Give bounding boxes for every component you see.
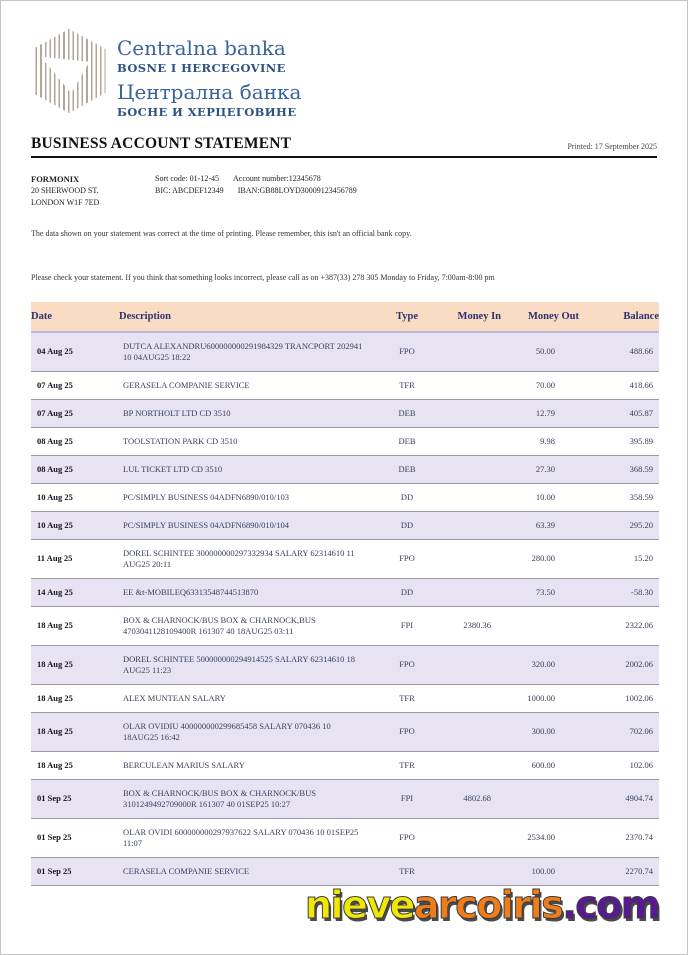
cell-date: 07 Aug 25 bbox=[37, 407, 73, 418]
cell-type: DD bbox=[400, 519, 414, 530]
table-row bbox=[31, 645, 659, 684]
cell-type: TFR bbox=[399, 692, 415, 703]
table-row bbox=[31, 857, 659, 885]
cell-date: 18 Aug 25 bbox=[37, 759, 73, 770]
cell-money-in bbox=[433, 399, 501, 427]
cell-description: DUTCA ALEXANDRU600000000291984329 TRANCPORT 202941 10 04AUG25 18:22 bbox=[123, 340, 363, 362]
cell-description: OLAR OVIDI 600000000297937622 SALARY 070436 10 01SEP25 11:07 bbox=[123, 826, 359, 848]
cell-type: FPI bbox=[400, 620, 414, 630]
cell-money-out: 100.00 bbox=[531, 865, 555, 876]
cell-money-in bbox=[433, 539, 501, 578]
cell-type: DD bbox=[400, 586, 414, 597]
title-bar bbox=[31, 135, 657, 158]
cell-description: BOX & CHARNOCK/BUS BOX & CHARNOCK/BUS 3101249492709000R 161307 40 01SEP25 10:27 bbox=[123, 787, 316, 809]
cell-money-in bbox=[433, 483, 501, 511]
site-watermark bbox=[305, 883, 659, 927]
col-header-date: Date bbox=[31, 302, 119, 332]
col-header-balance: Balance bbox=[579, 302, 659, 332]
cell-money-out: 9.98 bbox=[540, 435, 555, 446]
cell-type: DEB bbox=[398, 407, 416, 418]
cell-money-in bbox=[433, 818, 501, 857]
cell-balance: 2322.06 bbox=[625, 620, 653, 630]
account-holder-name: FORMONIX bbox=[31, 174, 80, 184]
cell-money-out: 27.30 bbox=[535, 463, 555, 474]
cell-balance: -58.30 bbox=[631, 586, 653, 597]
cell-money-in bbox=[433, 427, 501, 455]
cell-balance: 2270.74 bbox=[625, 865, 653, 876]
cell-description: BP NORTHOLT LTD CD 3510 bbox=[123, 407, 231, 418]
cell-date: 10 Aug 25 bbox=[37, 519, 73, 530]
cell-balance: 4904.74 bbox=[625, 793, 653, 803]
cell-money-out bbox=[501, 779, 579, 818]
cell-balance: 358.59 bbox=[629, 491, 653, 502]
cell-money-out: 320.00 bbox=[531, 659, 555, 669]
cell-date: 01 Sep 25 bbox=[37, 832, 72, 842]
table-row bbox=[31, 399, 659, 427]
cell-type: FPO bbox=[399, 346, 415, 356]
iban: IBAN:GB88LOYD30009123456789 bbox=[237, 185, 357, 195]
printing-notice: The data shown on your statement was correct at the time of printing. Please remember, this isn't an official bank copy. bbox=[31, 228, 412, 238]
table-row bbox=[31, 751, 659, 779]
cell-money-in bbox=[433, 712, 501, 751]
cell-money-in: 4802.68 bbox=[463, 793, 491, 803]
cell-money-out: 600.00 bbox=[531, 759, 555, 770]
cell-money-in bbox=[433, 751, 501, 779]
cell-balance: 2002.06 bbox=[625, 659, 653, 669]
cell-description: DOREL SCHINTEE 500000000294914525 SALARY 62314610 18 AUG25 11:23 bbox=[123, 653, 355, 675]
cell-date: 07 Aug 25 bbox=[37, 379, 73, 390]
cell-type: TFR bbox=[399, 379, 415, 390]
account-info bbox=[31, 173, 657, 209]
cell-money-in: 2380.36 bbox=[463, 620, 491, 630]
cell-description: CERASELA COMPANIE SERVICE bbox=[123, 865, 250, 876]
account-holder-block bbox=[31, 173, 155, 209]
address-line-1: 20 SHERWOOD ST. bbox=[31, 186, 99, 196]
cell-money-out: 63.39 bbox=[535, 519, 555, 530]
cell-type: FPO bbox=[399, 832, 415, 842]
cell-money-out bbox=[501, 606, 579, 645]
cell-money-in bbox=[433, 857, 501, 885]
cell-money-out: 1000.00 bbox=[527, 692, 555, 703]
cell-date: 01 Sep 25 bbox=[37, 793, 72, 803]
cell-balance: 488.66 bbox=[629, 346, 653, 356]
bank-name-cyrillic: Централна банка bbox=[117, 80, 302, 104]
cell-balance: 368.59 bbox=[629, 463, 653, 474]
printed-date: Printed: 17 September 2025 bbox=[567, 142, 657, 151]
table-row bbox=[31, 427, 659, 455]
col-header-type: Type bbox=[381, 302, 433, 332]
table-row bbox=[31, 818, 659, 857]
sort-code: Sort code: 01-12-45 bbox=[155, 174, 219, 183]
table-row bbox=[31, 712, 659, 751]
bank-subtitle-latin: BOSNE I HERCEGOVINE bbox=[117, 61, 286, 75]
cell-balance: 418.66 bbox=[629, 379, 653, 390]
cell-type: FPI bbox=[400, 793, 414, 803]
col-header-money-in: Money In bbox=[433, 302, 501, 332]
cell-date: 10 Aug 25 bbox=[37, 491, 73, 502]
table-row bbox=[31, 511, 659, 539]
table-header-row bbox=[31, 302, 659, 332]
cell-date: 18 Aug 25 bbox=[37, 620, 73, 630]
cell-balance: 702.06 bbox=[629, 726, 653, 736]
contact-notice: Please check your statement. If you think that something looks incorrect, please call as on +387(33) 278 305 Monday to Friday, 7:00am-8:00 pm bbox=[31, 272, 495, 282]
cell-money-out: 70.00 bbox=[535, 379, 555, 390]
cell-date: 18 Aug 25 bbox=[37, 659, 73, 669]
table-row bbox=[31, 483, 659, 511]
cell-balance: 405.87 bbox=[629, 407, 653, 418]
cell-money-in bbox=[433, 332, 501, 372]
cell-balance: 102.06 bbox=[629, 759, 653, 770]
cell-balance: 2370.74 bbox=[625, 832, 653, 842]
cell-type: FPO bbox=[399, 726, 415, 736]
col-header-description: Description bbox=[119, 302, 381, 332]
cell-description: BERCULEAN MARIUS SALARY bbox=[123, 759, 245, 770]
address-line-2: LONDON W1F 7ED bbox=[31, 197, 100, 207]
account-number: Account number:12345678 bbox=[233, 174, 321, 183]
cell-description: PC/SIMPLY BUSINESS 04ADFN6890/010/103 bbox=[123, 491, 290, 502]
table-row bbox=[31, 455, 659, 483]
cell-description: ALEX MUNTEAN SALARY bbox=[123, 692, 226, 703]
cell-description: GERASELA COMPANIE SERVICE bbox=[123, 379, 250, 390]
cell-type: TFR bbox=[399, 759, 415, 770]
table-row bbox=[31, 578, 659, 606]
cell-balance: 295.20 bbox=[629, 519, 653, 530]
cell-date: 08 Aug 25 bbox=[37, 435, 73, 446]
bic-iban-row bbox=[155, 185, 371, 197]
cell-money-in bbox=[433, 645, 501, 684]
cell-date: 14 Aug 25 bbox=[37, 586, 73, 597]
cell-date: 11 Aug 25 bbox=[37, 553, 73, 563]
col-header-money-out: Money Out bbox=[501, 302, 579, 332]
cell-date: 18 Aug 25 bbox=[37, 692, 73, 703]
cell-date: 04 Aug 25 bbox=[37, 346, 73, 356]
cell-money-out: 280.00 bbox=[531, 553, 555, 563]
cell-type: FPO bbox=[399, 553, 415, 563]
account-codes-block bbox=[155, 173, 371, 209]
page-title: BUSINESS ACCOUNT STATEMENT bbox=[31, 135, 292, 152]
cell-type: DD bbox=[400, 491, 414, 502]
cell-description: OLAR OVIDIU 400000000299685458 SALARY 070436 10 18AUG25 16:42 bbox=[123, 720, 331, 742]
transactions-table bbox=[31, 302, 659, 886]
cell-money-out: 50.00 bbox=[535, 346, 555, 356]
cell-description: TOOLSTATION PARK CD 3510 bbox=[123, 435, 238, 446]
cell-money-out: 12.79 bbox=[535, 407, 555, 418]
cell-money-in bbox=[433, 684, 501, 712]
cell-money-in bbox=[433, 578, 501, 606]
cell-description: DOREL SCHINTEE 300000000297332934 SALARY 62314610 11 AUG25 20:11 bbox=[123, 547, 355, 569]
cell-money-out: 2534.00 bbox=[527, 832, 555, 842]
cell-money-in bbox=[433, 371, 501, 399]
cell-date: 08 Aug 25 bbox=[37, 463, 73, 474]
table-row bbox=[31, 371, 659, 399]
cell-description: EE &t-MOBILEQ63313548744513870 bbox=[123, 586, 259, 597]
watermark-part-2: arcoiris bbox=[413, 883, 563, 927]
table-row bbox=[31, 779, 659, 818]
table-row bbox=[31, 332, 659, 372]
table-row bbox=[31, 606, 659, 645]
cell-money-out: 300.00 bbox=[531, 726, 555, 736]
bank-name-latin: Centralna banka bbox=[117, 36, 286, 60]
cell-type: DEB bbox=[398, 435, 416, 446]
cell-date: 01 Sep 25 bbox=[37, 865, 72, 876]
bank-subtitle-cyrillic: БОСНЕ И ХЕРЦЕГОВИНЕ bbox=[117, 105, 297, 119]
table-row bbox=[31, 684, 659, 712]
cell-money-in bbox=[433, 511, 501, 539]
cell-type: DEB bbox=[398, 463, 416, 474]
bank-header bbox=[31, 29, 657, 119]
transactions-body bbox=[31, 332, 659, 886]
watermark-part-3: .com bbox=[562, 883, 659, 927]
cell-money-out: 10.00 bbox=[535, 491, 555, 502]
bic: BIC: ABCDEF12349 bbox=[155, 185, 224, 195]
cell-balance: 1002.06 bbox=[625, 692, 653, 703]
cell-balance: 15.20 bbox=[633, 553, 653, 563]
cell-type: FPO bbox=[399, 659, 415, 669]
bank-names bbox=[117, 29, 301, 119]
cell-money-in bbox=[433, 455, 501, 483]
cell-type: TFR bbox=[399, 865, 415, 876]
cell-description: BOX & CHARNOCK/BUS BOX & CHARNOCK,BUS 4703041128109400R 161307 40 18AUG25 03:11 bbox=[123, 614, 316, 636]
cell-description: PC/SIMPLY BUSINESS 04ADFN6890/010/104 bbox=[123, 519, 290, 530]
table-row bbox=[31, 539, 659, 578]
cell-balance: 395.89 bbox=[629, 435, 653, 446]
sort-code-row bbox=[155, 173, 371, 185]
cell-date: 18 Aug 25 bbox=[37, 726, 73, 736]
cell-description: LUL TICKET LTD CD 3510 bbox=[123, 463, 223, 474]
watermark-part-1: nieve bbox=[304, 883, 414, 927]
cell-money-out: 73.50 bbox=[535, 586, 555, 597]
central-bank-logo-icon bbox=[31, 29, 107, 113]
